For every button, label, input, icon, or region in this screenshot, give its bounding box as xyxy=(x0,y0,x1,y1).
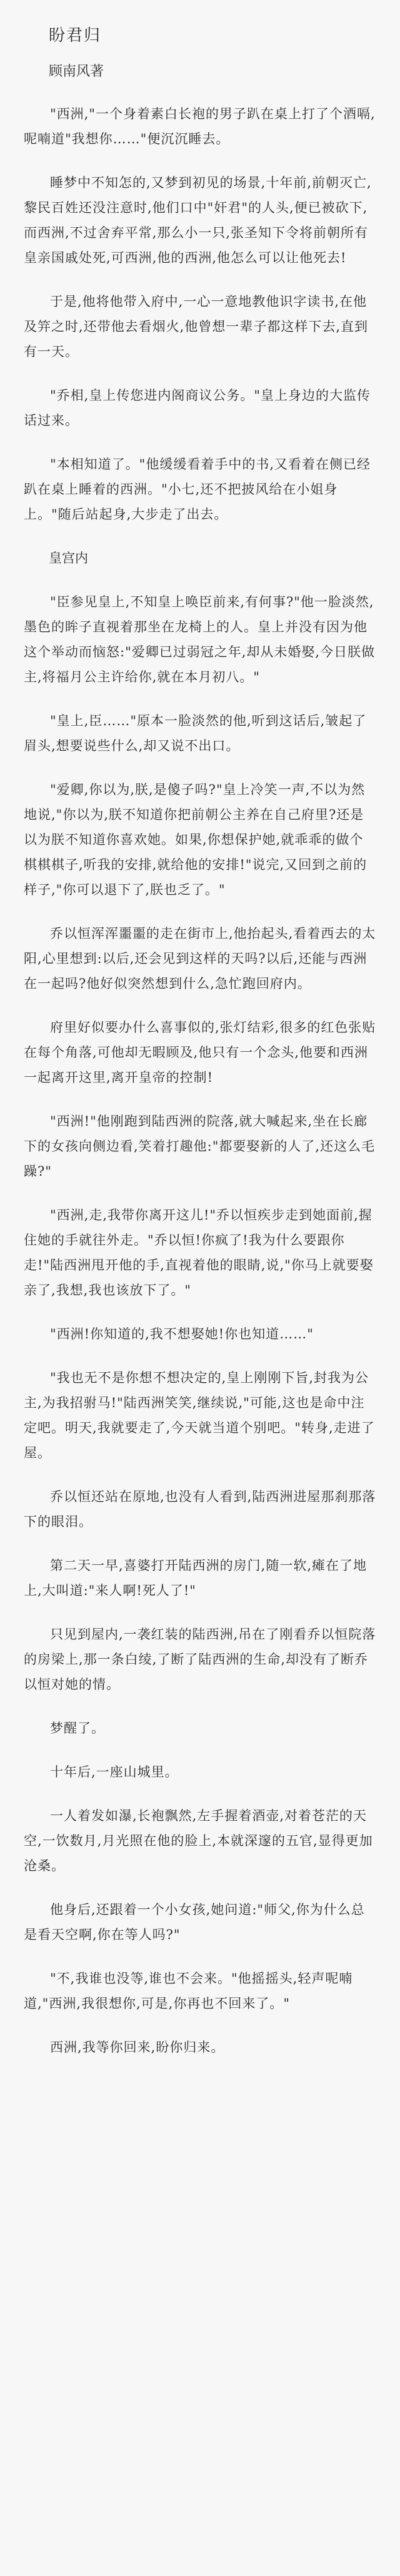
paragraph: 只见到屋内,一袭红装的陆西洲,吊在了刚看乔以恒院落的房梁上,那一条白绫,了断了陆西洲的生命,却没有了断乔以恒对她的情。 xyxy=(24,1627,376,1692)
paragraph: "西洲!你知道的,我不想娶她!你也知道……" xyxy=(50,1326,314,1341)
paragraph: 梦醒了。 xyxy=(50,1721,105,1736)
paragraph: 府里好似要办什么喜事似的,张灯结彩,很多的红色张贴在每个角落,可他却无暇顾及,他只有一个念头,他要和西洲一起离开这里,离开皇帝的控制! xyxy=(24,1020,376,1085)
paragraph: 西洲,我等你回来,盼你归来。 xyxy=(50,2040,225,2055)
paragraph: 他身后,还跟着一个小女孩,她问道:"师父,你为什么总是看天空啊,你在等人吗?" xyxy=(24,1902,365,1942)
paragraph: "不,我谁也没等,谁也不会来。"他摇摇头,轻声呢喃道,"西洲,我很想你,可是,你再也不回来了。" xyxy=(24,1971,353,2011)
paragraph: 一人着发如瀑,长袍飘然,左手握着酒壶,对着苍茫的天空,一饮数月,月光照在他的脸上,本就深邃的五官,显得更加沧桑。 xyxy=(24,1808,373,1873)
paragraph: "西洲,走,我带你离开这儿!"乔以恒疾步走到她面前,握住她的手就往外走。"乔以恒!你疯了!我为什么要跟你走!"陆西洲甩开他的手,直视着他的眼睛,说,"你马上就要娶亲了,我想,我也该放下了。" xyxy=(24,1208,374,1298)
paragraph: "西洲,"一个身着素白长袍的男子趴在桌上打了个酒嗝,呢喃道"我想你……"便沉沉睡去。 xyxy=(24,106,376,146)
paragraph: 第二天一早,喜婆打开陆西洲的房门,随一软,瘫在了地上,大叫道:"来人啊!死人了!" xyxy=(24,1558,368,1598)
paragraph: "西洲!"他刚跑到陆西洲的院落,就大喊起来,坐在长廊下的女孩向侧边看,笑着打趣他:"都要娶新的人了,还这么毛躁?" xyxy=(24,1114,376,1179)
story-title: 盼君归 xyxy=(49,26,102,45)
paragraph: 睡梦中不知怎的,又梦到初见的场景,十年前,前朝灭亡,黎民百姓还没注意时,他们口中"奸君"的人头,便已被砍下,而西洲,不过舍弃平常,那么小一只,张圣知下令将前朝所有皇亲国戚处死,可西洲,他的西洲,他怎么可以让他死去! xyxy=(24,175,372,265)
paragraph: "我也无不是你想不想决定的,皇上刚刚下旨,封我为公主,为我招驸马!"陆西洲笑笑,继续说,"可能,这也是命中注定吧。明天,我就要走了,今天就当道个别吧。"转身,走进了屋。 xyxy=(24,1370,375,1460)
section-heading: 皇宫内 xyxy=(49,551,88,566)
paragraph: "皇上,臣……"原本一脸淡然的他,听到这话后,皱起了眉头,想要说些什么,却又说不出口。 xyxy=(24,713,367,753)
paragraph: "爱卿,你以为,朕,是傻子吗?"皇上冷笑一声,不以为然地说,"你以为,朕不知道你把前朝公主养在自己府里?还是以为朕不知道你喜欢她。如果,你想保护她,就乖乖的做个棋棋棋子,听我的安排,就给他的安排!"说完,又回到之前的样子,"你可以退下了,朕也乏了。" xyxy=(24,782,368,897)
paragraph: 于是,他将他带入府中,一心一意地教他识字读书,在他及笄之时,还带他去看烟火,他曾想一辈子都这样下去,直到有一天。 xyxy=(24,294,369,359)
paragraph: "臣参见皇上,不知皇上唤臣前来,有何事?"他一脸淡然,墨色的眸子直视着那坐在龙椅上的人。皇上并没有因为他这个举动而恼怒:"爱卿已过弱冠之年,却从未婚娶,今日朕做主,将福月公主许给你,就在本月初八。" xyxy=(24,594,376,685)
author-line: 顾南风著 xyxy=(49,64,104,79)
paragraph: 乔以恒还站在原地,也没有人看到,陆西洲进屋那刹那落下的眼泪。 xyxy=(24,1489,376,1529)
paragraph: "乔相,皇上传您进内阁商议公务。"皇上身边的大监传话过来。 xyxy=(24,388,371,428)
paragraph: "本相知道了。"他缓缓看着手中的书,又看着在侧已经趴在桌上睡着的西洲。"小七,还不把披风给在小姐身上。"随后站起身,大步走了出去。 xyxy=(24,457,371,522)
paragraph: 十年后,一座山城里。 xyxy=(50,1764,179,1779)
paragraph: 乔以恒浑浑噩噩的走在街市上,他抬起头,看着西去的太阳,心里想到:以后,还会见到这样的天吗?以后,还能与西洲在一起吗?他好似突然想到什么,急忙跑回府内。 xyxy=(24,926,376,991)
